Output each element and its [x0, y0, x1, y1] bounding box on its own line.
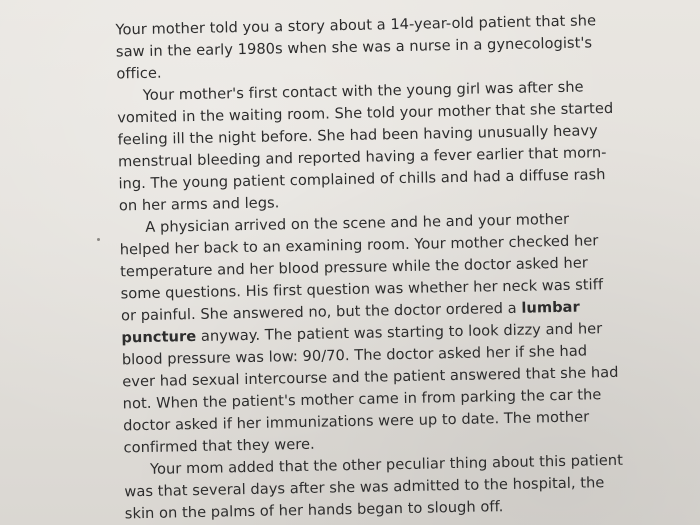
text-line: was that several days after she was admitted to the hospital, the — [124, 474, 605, 501]
text-line: some questions. His first question was whether her neck was stiff — [120, 276, 604, 303]
text-line: A physician arrived on the scene and he and your mother — [145, 210, 570, 236]
text-line: helped her back to an examining room. Your mother checked her — [119, 232, 599, 259]
text-line: office. — [116, 64, 162, 83]
text-line: vomited in the waiting room. She told your mother that she started — [117, 99, 614, 127]
text-line: feeling ill the night before. She had been having unusually heavy — [117, 122, 598, 149]
text-segment: anyway. The patient was starting to look dizzy and her — [200, 320, 603, 345]
text-line: temperature and her blood pressure while the doctor asked her — [120, 254, 588, 281]
text-line: saw in the early 1980s when she was a nurse in a gynecologist's — [115, 34, 593, 61]
text-line — [120, 298, 580, 325]
text-line: on her arms and legs. — [118, 194, 280, 215]
text-line: skin on the palms of her hands began to slough off. — [124, 498, 504, 523]
text-segment: or painful. She answered no, but the doctor ordered a — [120, 299, 517, 325]
text-line: Your mother's first contact with the young girl was after she — [142, 78, 584, 104]
text-line: Your mother told you a story about a 14-year-old patient that she — [115, 12, 597, 39]
text-line: not. When the patient's mother came in from parking the car the — [122, 386, 602, 413]
text-line — [121, 322, 602, 346]
text-line: Your mom added that the other peculiar thing about this patient — [149, 451, 624, 478]
text-line: menstrual bleeding and reported having a fever earlier that morn- — [117, 144, 607, 171]
text-line: ing. The young patient complained of chills and had a diffuse rash — [118, 166, 606, 193]
bold-term-lumbar: lumbar — [521, 298, 580, 317]
page-speck — [97, 238, 100, 241]
text-line: doctor asked if her immunizations were up to date. The mother — [122, 408, 590, 435]
text-line: confirmed that they were. — [123, 435, 315, 457]
bold-term-puncture: puncture — [121, 327, 197, 347]
text-line: ever had sexual intercourse and the patient answered that she had — [122, 363, 619, 391]
text-line: blood pressure was low: 90/70. The doctor asked her if she had — [121, 342, 588, 369]
